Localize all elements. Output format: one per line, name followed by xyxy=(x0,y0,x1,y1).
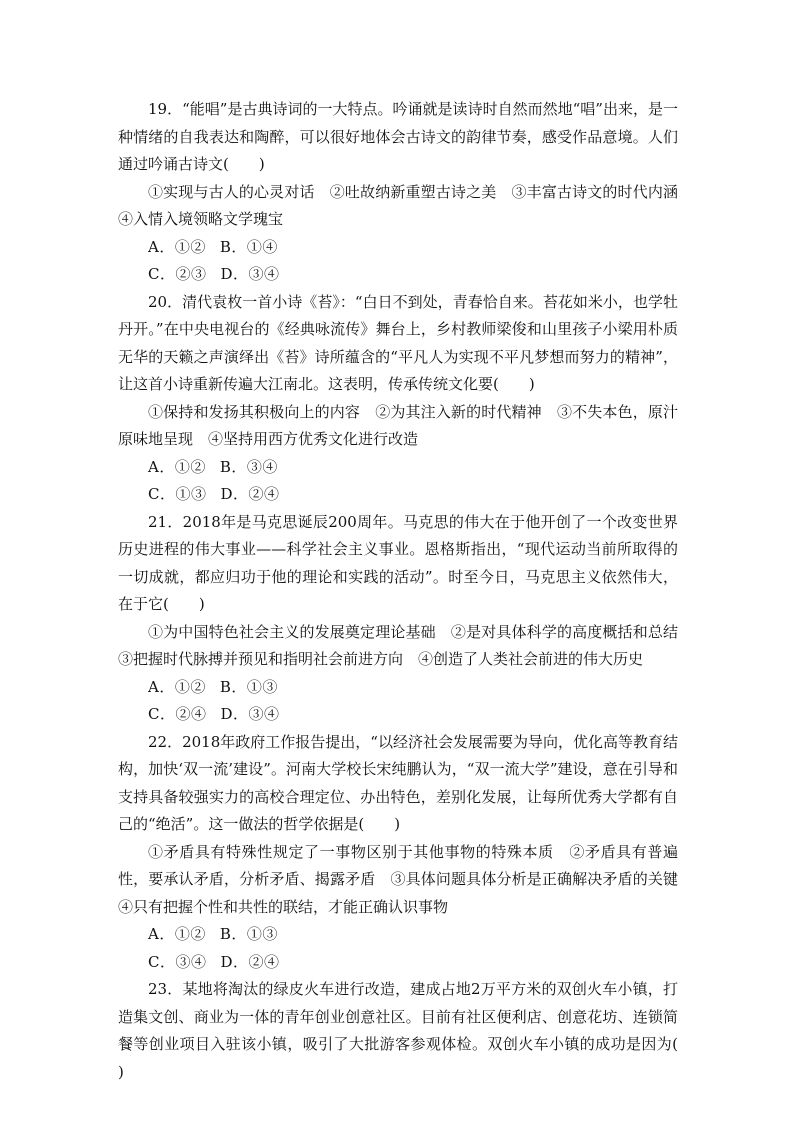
option-a: A．①② xyxy=(148,457,206,476)
question-stem: 19．“能唱”是古典诗词的一大特点。吟诵就是读诗时自然而然地“唱”出来，是一种情绪的自我表达和陶醉，可以很好地体会古诗文的韵律节奏，感受作品意境。人们通过吟诵古诗文( ) xyxy=(118,100,678,173)
question-items: ①实现与古人的心灵对话 ②吐故纳新重塑古诗之美 ③丰富古诗文的时代内涵 ④入情入境领略文学瑰宝 xyxy=(118,182,694,228)
question-23 xyxy=(118,976,709,1086)
option-row xyxy=(148,234,678,262)
option-c: C．①③ xyxy=(148,485,207,503)
option-a: A．①② xyxy=(148,237,206,256)
question-items: ①保持和发扬其积极向上的内容 ②为其注入新的时代精神 ③不失本色，原汁原味地呈现 ④坚持用西方优秀文化进行改造 xyxy=(118,402,678,448)
question-stem: 20．清代袁枚一首小诗《苔》：“白日不到处，青春恰自来。苔花如米小，也学牡丹开。”在中央电视台的《经典咏流传》舞台上，乡村教师梁俊和山里孩子小梁用朴质无华的天籁之声演绎出《苔》诗所蕴含的“平凡人为实现不平凡梦想而努力的精神”，让这首小诗重新传遍大江南北。这表明，传承传统文化要( ) xyxy=(118,292,678,393)
option-row xyxy=(148,454,678,482)
option-b: B．③④ xyxy=(219,457,278,476)
option-b: B．①③ xyxy=(219,677,278,696)
option-row xyxy=(148,921,678,949)
option-row xyxy=(148,949,678,977)
option-a: A．①② xyxy=(148,925,206,943)
option-d: D．③④ xyxy=(220,705,280,723)
option-c: C．②③ xyxy=(148,265,207,283)
option-a: A．①② xyxy=(148,677,206,696)
option-row xyxy=(148,701,678,729)
option-c: C．②④ xyxy=(148,705,207,723)
question-stem: 22．2018年政府工作报告提出，“以经济社会发展需要为导向，优化高等教育结构，加快‘双一流’建设”。河南大学校长宋纯鹏认为，“双一流大学”建设，意在引导和支持具备较强实力的高校合理定位、办出特色，差别化发展，让每所优秀大学都有自己的“绝活”。这一做法的哲学依据是( ) xyxy=(118,732,678,833)
option-d: D．②④ xyxy=(220,485,280,503)
question-stem: 23．某地将淘汰的绿皮火车进行改造，建成占地2万平方米的双创火车小镇，打造集文创、商业为一体的青年创业创意社区。目前有社区便利店、创意花坊、连锁简餐等创业项目入驻该小镇，吸引了大批游客参观体检。双创火车小镇的成功是因为( ) xyxy=(118,980,709,1081)
question-22 xyxy=(118,729,694,977)
question-items: ①为中国特色社会主义的发展奠定理论基础 ②是对具体科学的高度概括和总结 ③把握时代脉搏并预见和指明社会前进方向 ④创造了人类社会前进的伟大历史 xyxy=(118,622,694,668)
question-19 xyxy=(118,96,694,289)
option-row xyxy=(148,261,678,289)
option-c: C．③④ xyxy=(148,952,207,971)
option-row xyxy=(148,674,678,702)
question-21 xyxy=(118,509,694,729)
option-b: B．①③ xyxy=(219,925,278,943)
question-stem: 21．2018年是马克思诞辰200周年。马克思的伟大在于他开创了一个改变世界历史进程的伟大事业——科学社会主义事业。恩格斯指出，“现代运动当前所取得的一切成就，都应归功于他的理论和实践的活动”。时至今日，马克思主义依然伟大，在于它( ) xyxy=(118,512,678,613)
option-d: D．③④ xyxy=(220,265,280,283)
option-d: D．②④ xyxy=(220,952,280,971)
question-list xyxy=(118,96,709,1086)
question-20 xyxy=(118,289,678,509)
option-b: B．①④ xyxy=(219,237,278,256)
option-row xyxy=(148,481,678,509)
question-items: ①矛盾具有特殊性规定了一事物区别于其他事物的特殊本质 ②矛盾具有普遍性，要承认矛盾，分析矛盾、揭露矛盾 ③具体问题具体分析是正确解决矛盾的关键 ④只有把握个性和共性的联结，才能正确认识事物 xyxy=(118,842,694,916)
